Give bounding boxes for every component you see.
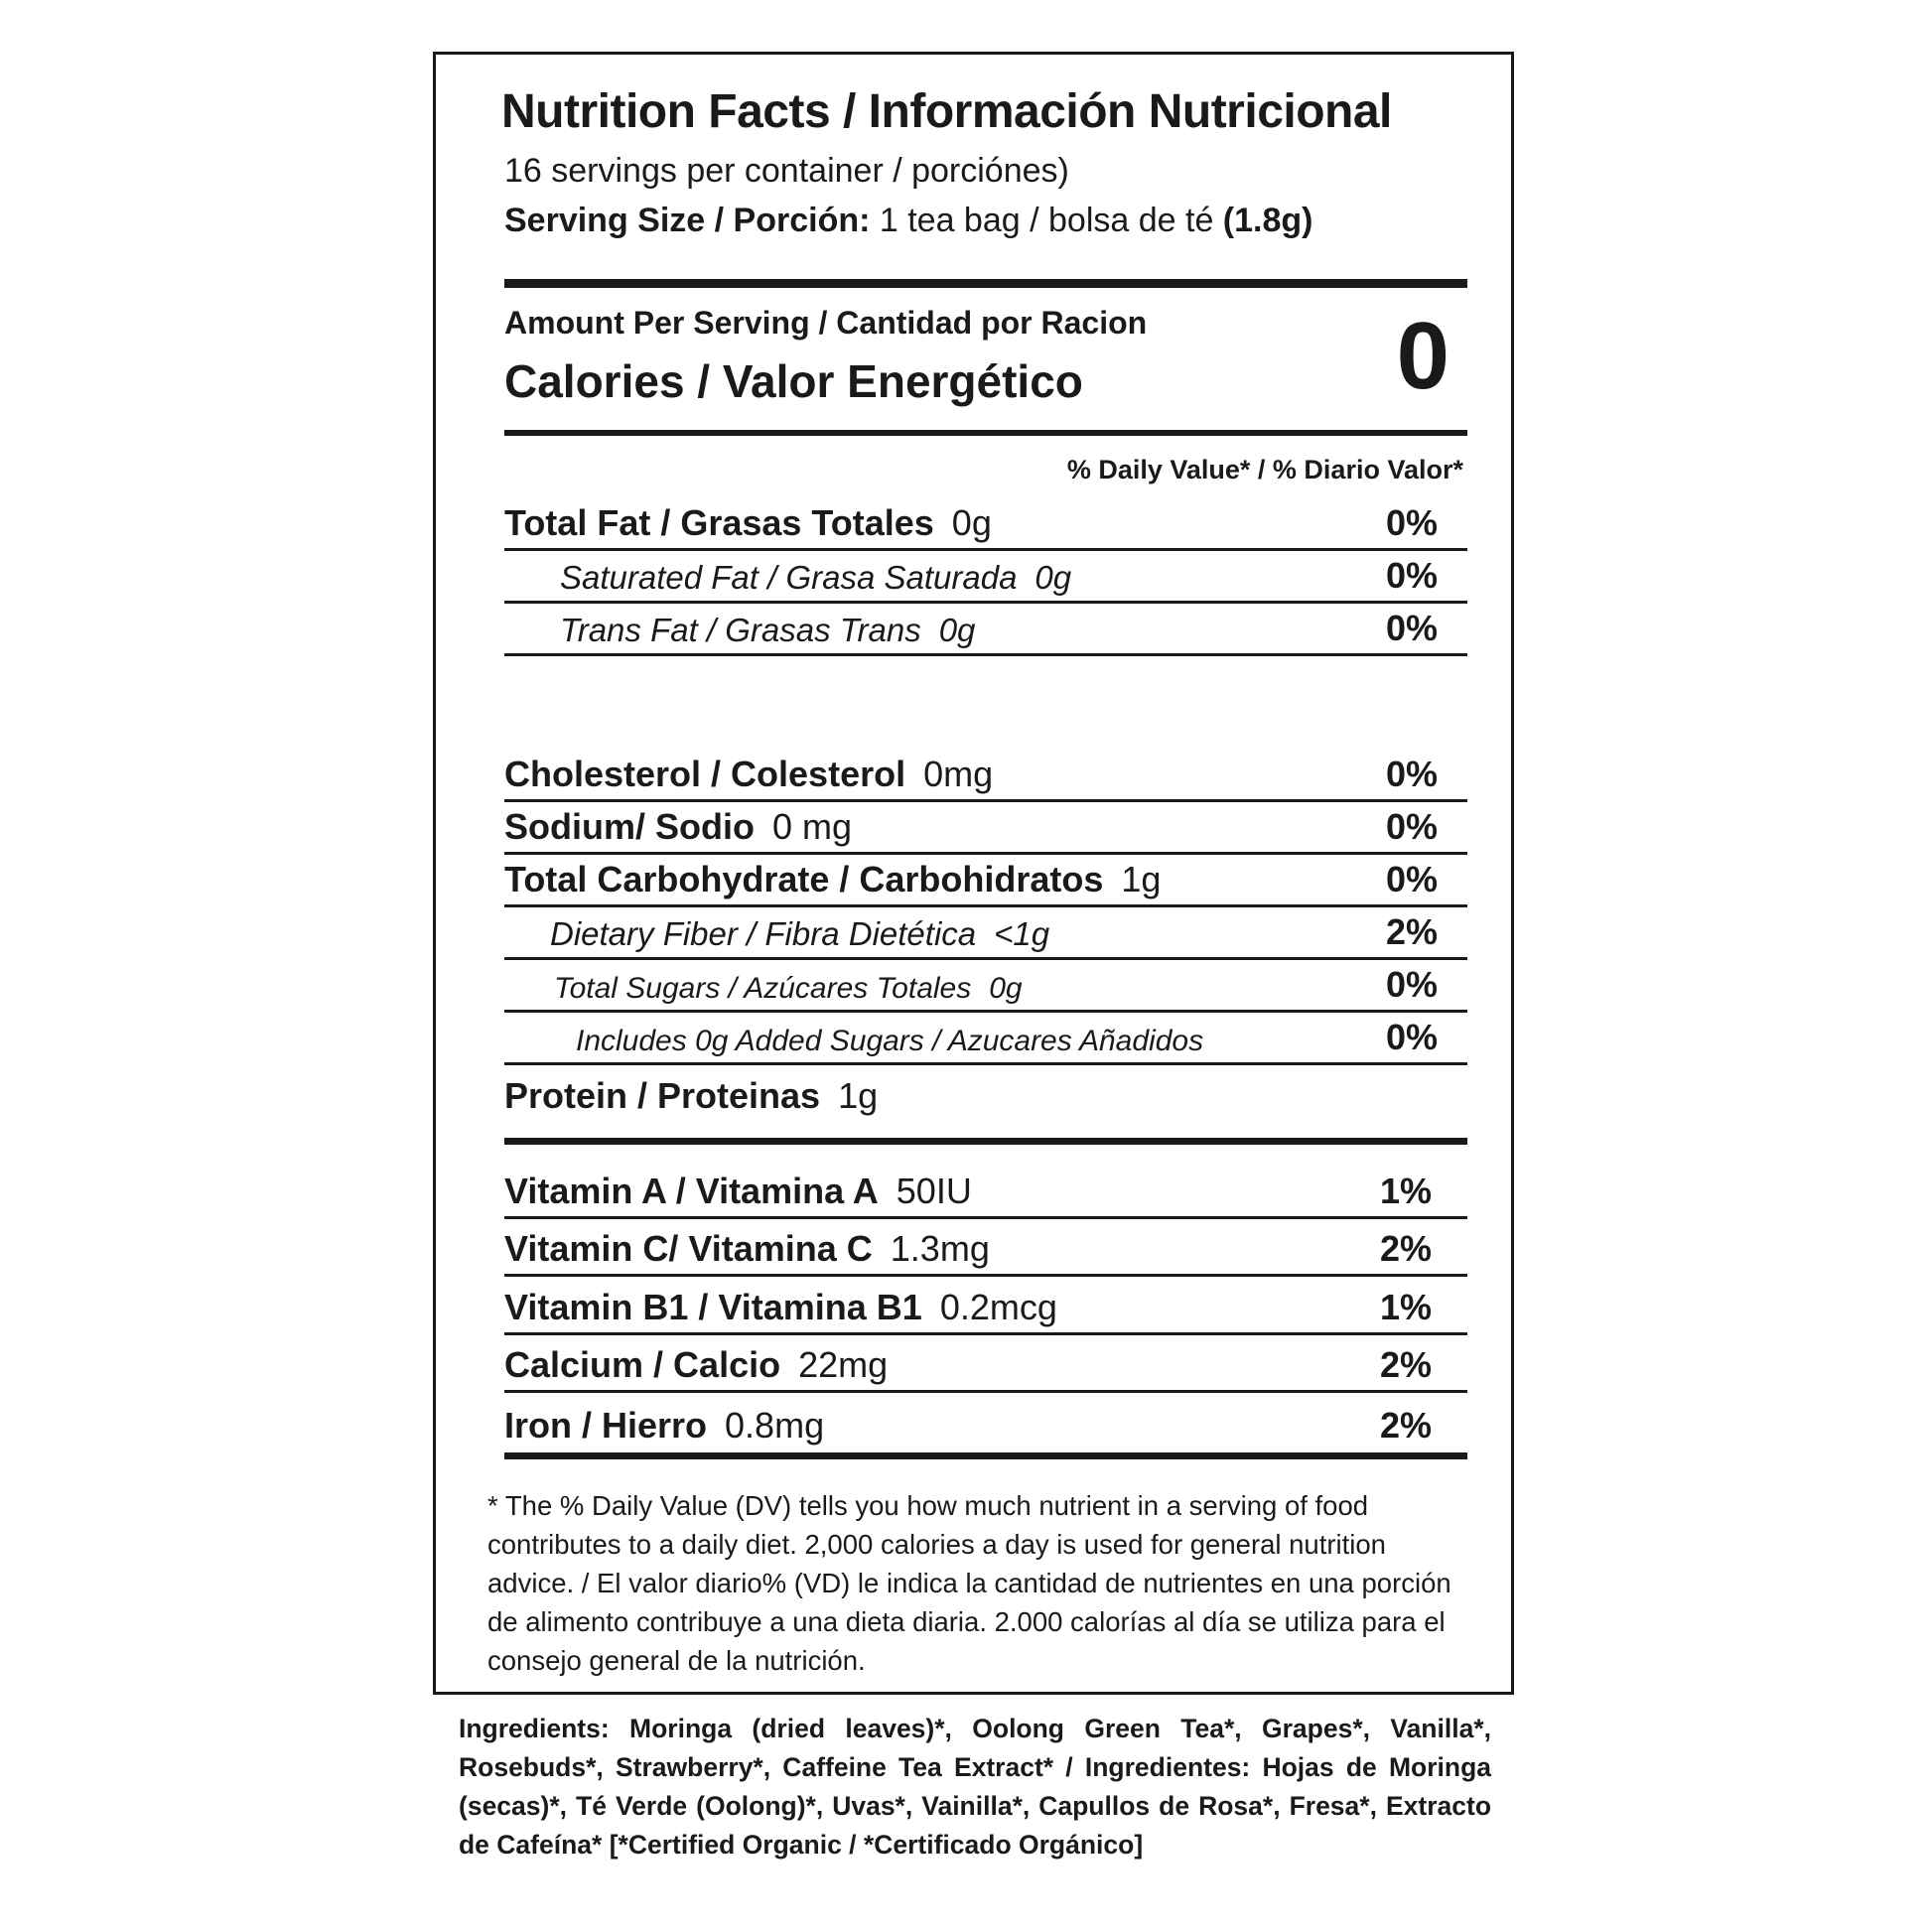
nutrient-name: Sodium/ Sodio xyxy=(504,806,755,847)
nutrient-name: Total Carbohydrate / Carbohidratos xyxy=(504,859,1104,899)
nutrient-row-added-sugars xyxy=(504,1014,1467,1065)
thick-divider xyxy=(504,279,1467,288)
vitamin-pct: 2% xyxy=(1379,1228,1432,1269)
nutrient-amount: 0g xyxy=(989,972,1023,1005)
serving-size-value: 1 tea bag / bolsa de té xyxy=(870,202,1223,239)
vitamin-pct: 2% xyxy=(1379,1405,1432,1446)
nutrition-title: Nutrition Facts / Información Nutricional xyxy=(501,85,1392,138)
nutrient-pct: 0% xyxy=(1385,964,1438,1005)
nutrient-amount: 0mg xyxy=(923,754,994,794)
daily-value-header: % Daily Value* / % Diario Valor* xyxy=(1066,455,1463,484)
medium-divider xyxy=(504,1452,1467,1459)
nutrient-row-trans-fat xyxy=(504,605,1467,656)
calories-value: 0 xyxy=(1396,303,1449,409)
servings-per-container: 16 servings per container / porciónes) xyxy=(504,152,1069,190)
nutrient-row-cholesterol xyxy=(504,751,1467,802)
medium-divider xyxy=(504,1138,1467,1145)
vitamin-pct: 1% xyxy=(1379,1287,1432,1327)
nutrient-pct: 2% xyxy=(1385,911,1438,952)
vitamin-row-vitamin-c xyxy=(504,1220,1467,1277)
vitamin-amount: 1.3mg xyxy=(890,1228,990,1269)
nutrient-row-sodium xyxy=(504,803,1467,855)
nutrition-facts-panel xyxy=(433,52,1514,1695)
ingredients-list: Ingredients: Moringa (dried leaves)*, Oolong Green Tea*, Grapes*, Vanilla*, Rosebuds*, Strawberry*, Caffeine Tea Extract* / Ingredientes: Hojas de Moringa (secas)*, Té Verde (Oolong)*, Uvas*, Vainilla*, Capullos de Rosa*, Fresa*, Extracto de Cafeína* [*Certified Organic / *Certificado Orgánico] xyxy=(459,1714,1491,1860)
vitamin-row-iron xyxy=(504,1394,1467,1450)
nutrient-name: Cholesterol / Colesterol xyxy=(504,754,906,794)
nutrient-pct: 0% xyxy=(1385,754,1438,794)
nutrient-pct: 0% xyxy=(1385,555,1438,596)
vitamin-amount: 22mg xyxy=(798,1344,889,1385)
nutrient-row-saturated-fat xyxy=(504,552,1467,604)
vitamin-name: Vitamin C/ Vitamina C xyxy=(504,1228,873,1269)
vitamin-row-vitamin-a xyxy=(504,1165,1467,1219)
nutrient-name: Includes 0g Added Sugars / Azucares Añadidos xyxy=(576,1025,1204,1057)
vitamin-pct: 2% xyxy=(1379,1344,1432,1385)
nutrient-amount: 1g xyxy=(838,1075,879,1116)
vitamin-name: Vitamin B1 / Vitamina B1 xyxy=(504,1287,922,1327)
vitamin-name: Iron / Hierro xyxy=(504,1405,708,1446)
nutrient-row-total-sugars xyxy=(504,961,1467,1013)
nutrient-amount: 0 mg xyxy=(771,806,853,847)
nutrient-amount: 0g xyxy=(951,502,992,543)
vitamin-amount: 50IU xyxy=(896,1171,972,1211)
nutrient-pct: 0% xyxy=(1385,502,1438,543)
vitamin-row-vitamin-b1 xyxy=(504,1278,1467,1335)
nutrient-amount: <1g xyxy=(994,915,1050,952)
serving-size xyxy=(504,202,1312,240)
amount-per-serving: Amount Per Serving / Cantidad por Racion xyxy=(504,305,1148,341)
nutrient-amount: 0g xyxy=(938,612,976,648)
nutrient-row-total-carbohydrate xyxy=(504,856,1467,907)
nutrient-name: Saturated Fat / Grasa Saturada xyxy=(560,559,1018,596)
serving-size-weight: (1.8g) xyxy=(1222,202,1313,239)
vitamin-name: Calcium / Calcio xyxy=(504,1344,781,1385)
nutrient-pct: 0% xyxy=(1385,806,1438,847)
vitamin-row-calcium xyxy=(504,1336,1467,1393)
nutrient-name: Protein / Proteinas xyxy=(504,1075,821,1116)
vitamin-amount: 0.2mcg xyxy=(939,1287,1057,1327)
serving-size-label: Serving Size / Porción: xyxy=(504,202,871,239)
nutrient-name: Dietary Fiber / Fibra Dietética xyxy=(550,915,977,952)
nutrient-row-protein xyxy=(504,1069,1467,1121)
nutrient-name: Trans Fat / Grasas Trans xyxy=(560,612,921,648)
calories-label: Calories / Valor Energético xyxy=(504,355,1083,407)
nutrient-pct: 0% xyxy=(1385,859,1438,899)
vitamin-amount: 0.8mg xyxy=(725,1405,825,1446)
vitamin-name: Vitamin A / Vitamina A xyxy=(504,1171,879,1211)
vitamin-pct: 1% xyxy=(1379,1171,1432,1211)
daily-value-footnote: * The % Daily Value (DV) tells you how much nutrient in a serving of food contributes to a daily diet. 2,000 calories a day is used for general nutrition advice. / El valor diario% (VD) le indica la cantidad de nutrientes en una porción de alimento contribuye a una dieta diaria. 2.000 calorías al día se utiliza para el consejo general de la nutrición. xyxy=(487,1490,1451,1676)
nutrient-amount: 1g xyxy=(1121,859,1162,899)
nutrient-pct: 0% xyxy=(1385,1017,1438,1057)
medium-divider xyxy=(504,430,1467,436)
nutrient-row-total-fat xyxy=(504,499,1467,551)
nutrient-amount: 0g xyxy=(1035,559,1072,596)
nutrient-pct: 0% xyxy=(1385,608,1438,648)
nutrient-name: Total Sugars / Azúcares Totales xyxy=(554,972,972,1005)
nutrient-name: Total Fat / Grasas Totales xyxy=(504,502,934,543)
nutrient-row-dietary-fiber xyxy=(504,908,1467,960)
